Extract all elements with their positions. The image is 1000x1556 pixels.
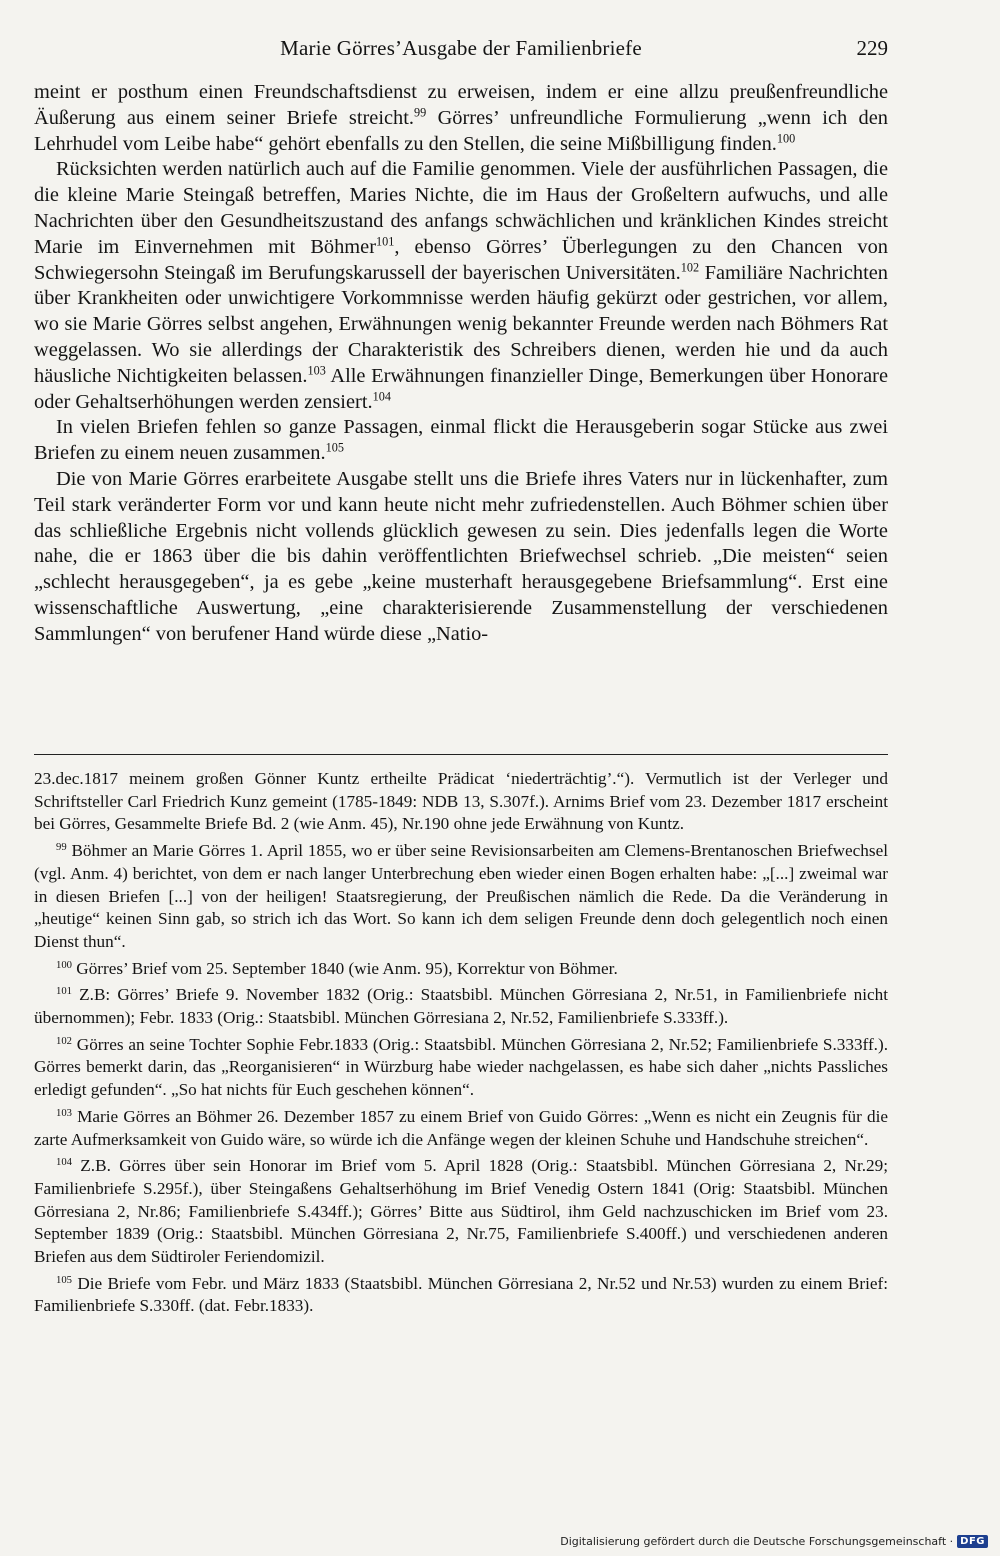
footnote-number: 100 <box>56 959 72 971</box>
paragraph-text: Görres’ unfreundliche Formulierung „wenn ich den Lehrhudel vom Leibe habe“ gehört ebenfalls zu den Stellen, die seine Mißbilligung finden. <box>34 106 888 155</box>
paragraph-text: Familiäre Nachrichten über Krankheiten oder unwichtigere Vorkommnisse werden häufig gekürzt oder gestrichen, vor allem, wo sie Marie Görres selbst angehen, Erwähnungen wenig bekannter Freunde werden nach Böhmers Rat weggelassen. Wo sie allerdings der Charakteristik des Schreibers dienen, werden hie und da auch häusliche Nichtigkeiten belassen. <box>34 261 889 387</box>
paragraph-2 <box>34 157 888 415</box>
paragraph-text: In vielen Briefen fehlen so ganze Passagen, einmal flickt die Herausgeberin sogar Stücke aus zwei Briefen zu einem neuen zusammen. <box>34 416 888 465</box>
footnote-text: Böhmer an Marie Görres 1. April 1855, wo er über seine Revisionsarbeiten am Clemens-Brentanoschen Briefwechsel (vgl. Anm. 4) berichtet, von dem er nach langer Unterbrechung eben wieder einen Bogen erhalten habe: „[...] zweimal war in diesen Briefen [...] von der heiligen! Staatsregierung, der Preußischen nämlich die Rede. Da die Veränderung in „heutige“ keinen Sinn gab, so strich ich das Wort. So kann ich dem seligen Freunde denn doch gelegentlich noch einen Dienst thun“. <box>34 841 888 951</box>
footnote-101 <box>34 984 888 1029</box>
footnote-102 <box>34 1034 888 1102</box>
footnote-number: 99 <box>56 842 67 854</box>
footnote-text: Marie Görres an Böhmer 26. Dezember 1857 zu einem Brief von Guido Görres: „Wenn es nicht ein Zeugnis für die zarte Aufmerksamkeit von Guido wäre, so würde ich die Anfänge wegen der kleinen Schuhe und Handschuhe streichen“. <box>34 1106 888 1149</box>
footnote-text: Z.B: Görres’ Briefe 9. November 1832 (Orig.: Staatsbibl. München Görresiana 2, Nr.51, in Familienbriefe nicht übernommen); Febr. 1833 (Orig.: Staatsbibl. München Görresiana 2, Nr.52, Familienbriefe S.333ff.). <box>34 985 888 1028</box>
footnote-103 <box>34 1106 888 1151</box>
footnote-number: 103 <box>56 1107 72 1119</box>
paragraph-text: Rücksichten werden natürlich auch auf die Familie genommen. Viele der ausführlichen Passagen, die die kleine Marie Steingaß betreffen, Maries Nichte, die im Haus der Großeltern aufwuchs, und alle Nachrichten über den Gesundheitszustand des anfangs schwächlichen und kränklichen Kindes streicht Marie im Einvernehmen mit Böhmer <box>34 158 888 258</box>
paragraph-text: meint er posthum einen Freundschaftsdienst zu erweisen, indem er eine allzu preußenfreundliche Äußerung aus einem seiner Briefe streicht. <box>34 81 888 129</box>
dfg-logo-icon: DFG <box>957 1535 988 1548</box>
footnote-ref-104[interactable]: 104 <box>372 389 391 404</box>
footnote-number: 104 <box>56 1157 72 1169</box>
footnotes <box>34 768 888 1322</box>
page-number: 229 <box>856 36 888 60</box>
running-title: Marie Görres’Ausgabe der Familienbriefe <box>280 36 642 60</box>
footnote-text: Die Briefe vom Febr. und März 1833 (Staatsbibl. München Görresiana 2, Nr.52 und Nr.53) wurden zu einem Brief: Familienbriefe S.330ff. (dat. Febr.1833). <box>34 1273 888 1316</box>
footnote-ref-105[interactable]: 105 <box>325 440 344 455</box>
footnote-105 <box>34 1273 888 1318</box>
footnote-number: 102 <box>56 1035 72 1047</box>
paragraph-4: Die von Marie Görres erarbeitete Ausgabe stellt uns die Briefe ihres Vaters nur in lückenhafter, zum Teil stark veränderter Form vor und kann heute nicht mehr zufriedenstellen. Auch Böhmer schien über das schließliche Ergebnis nicht vollends glücklich gewesen zu sein. Dies jedenfalls legen die Worte nahe, die er 1863 über die bis dahin veröffentlichten Briefwechsel schrieb. „Die meisten“ seien „schlecht herausgegeben“, ja es gebe „keine musterhaft herausgegebene Briefsammlung“. Erst eine wissenschaftliche Auswertung, „eine charakterisierende Zusammenstellung der verschiedenen Sammlungen“ von berufener Hand würde diese „Natio- <box>34 467 888 645</box>
footnote-text: Z.B. Görres über sein Honorar im Brief vom 5. April 1828 (Orig.: Staatsbibl. München Görresiana 2, Nr.29; Familienbriefe S.295f.), über Steingaßens Gehaltserhöhung im Brief Venedig Ostern 1841 (Orig: Staatsbibl. München Görresiana 2, Nr.86; Familienbriefe S.434ff.); Görres’ Bitte aus Südtirol, ihm Geld nachzuschicken im Brief vom 23. September 1839 (Orig.: Staatsbibl. München Görresiana 2, Nr.75, Familienbriefe S.400ff.) und verschiedenen anderen Briefen aus dem Südtiroler Feriendomizil. <box>34 1156 888 1267</box>
footnote-ref-100[interactable]: 100 <box>776 131 796 146</box>
footnote-104 <box>34 1155 888 1269</box>
footnote-text: Görres an seine Tochter Sophie Febr.1833 (Orig.: Staatsbibl. München Görresiana 2, Nr.52; Familienbriefe S.333ff.). Görres bemerkt darin, das „Reorganisieren“ in Würzburg habe wieder nachgelassen, es habe sich daher „nichts Passliches erledigt gefunden“. „So hat nichts für Euch geschehen können“. <box>34 1034 888 1100</box>
footnote-ref-101[interactable]: 101 <box>376 234 395 249</box>
footnote-98-continuation: 23.dec.1817 meinem großen Gönner Kuntz ertheilte Prädicat ‘niederträchtig’.“). Vermutlich ist der Verleger und Schriftsteller Carl Friedrich Kunz gemeint (1785-1849: NDB 13, S.307f.). Arnims Brief vom 23. Dezember 1817 erscheint bei Görres, Gesammelte Briefe Bd. 2 (wie Anm. 45), Nr.190 ohne jede Erwähnung von Kuntz. <box>34 769 888 834</box>
footnote-99 <box>34 840 888 954</box>
footnote-ref-102[interactable]: 102 <box>680 260 700 275</box>
footnote-number: 105 <box>56 1274 72 1286</box>
paragraph-3 <box>34 415 888 467</box>
digitization-credit <box>560 1532 988 1550</box>
paragraph-text: , ebenso Görres’ Überlegungen zu den Chancen von Schwiegersohn Steingaß im Berufungskarussell der bayerischen Universitäten. <box>34 235 888 284</box>
footnote-separator <box>34 754 888 755</box>
footnote-ref-99[interactable]: 99 <box>414 105 427 120</box>
credit-text: Digitalisierung gefördert durch die Deutsche Forschungsgemeinschaft · <box>560 1534 954 1548</box>
footnote-text: Görres’ Brief vom 25. September 1840 (wie Anm. 95), Korrektur von Böhmer. <box>71 958 618 978</box>
paragraph-1 <box>34 80 888 157</box>
paragraph-text: Alle Erwähnungen finanzieller Dinge, Bemerkungen über Honorare oder Gehaltserhöhungen werden zensiert. <box>34 364 888 413</box>
footnote-ref-103[interactable]: 103 <box>307 363 326 378</box>
main-text <box>34 80 888 648</box>
footnote-100 <box>34 958 888 981</box>
page-header <box>34 36 888 70</box>
footnote-number: 101 <box>56 986 72 998</box>
